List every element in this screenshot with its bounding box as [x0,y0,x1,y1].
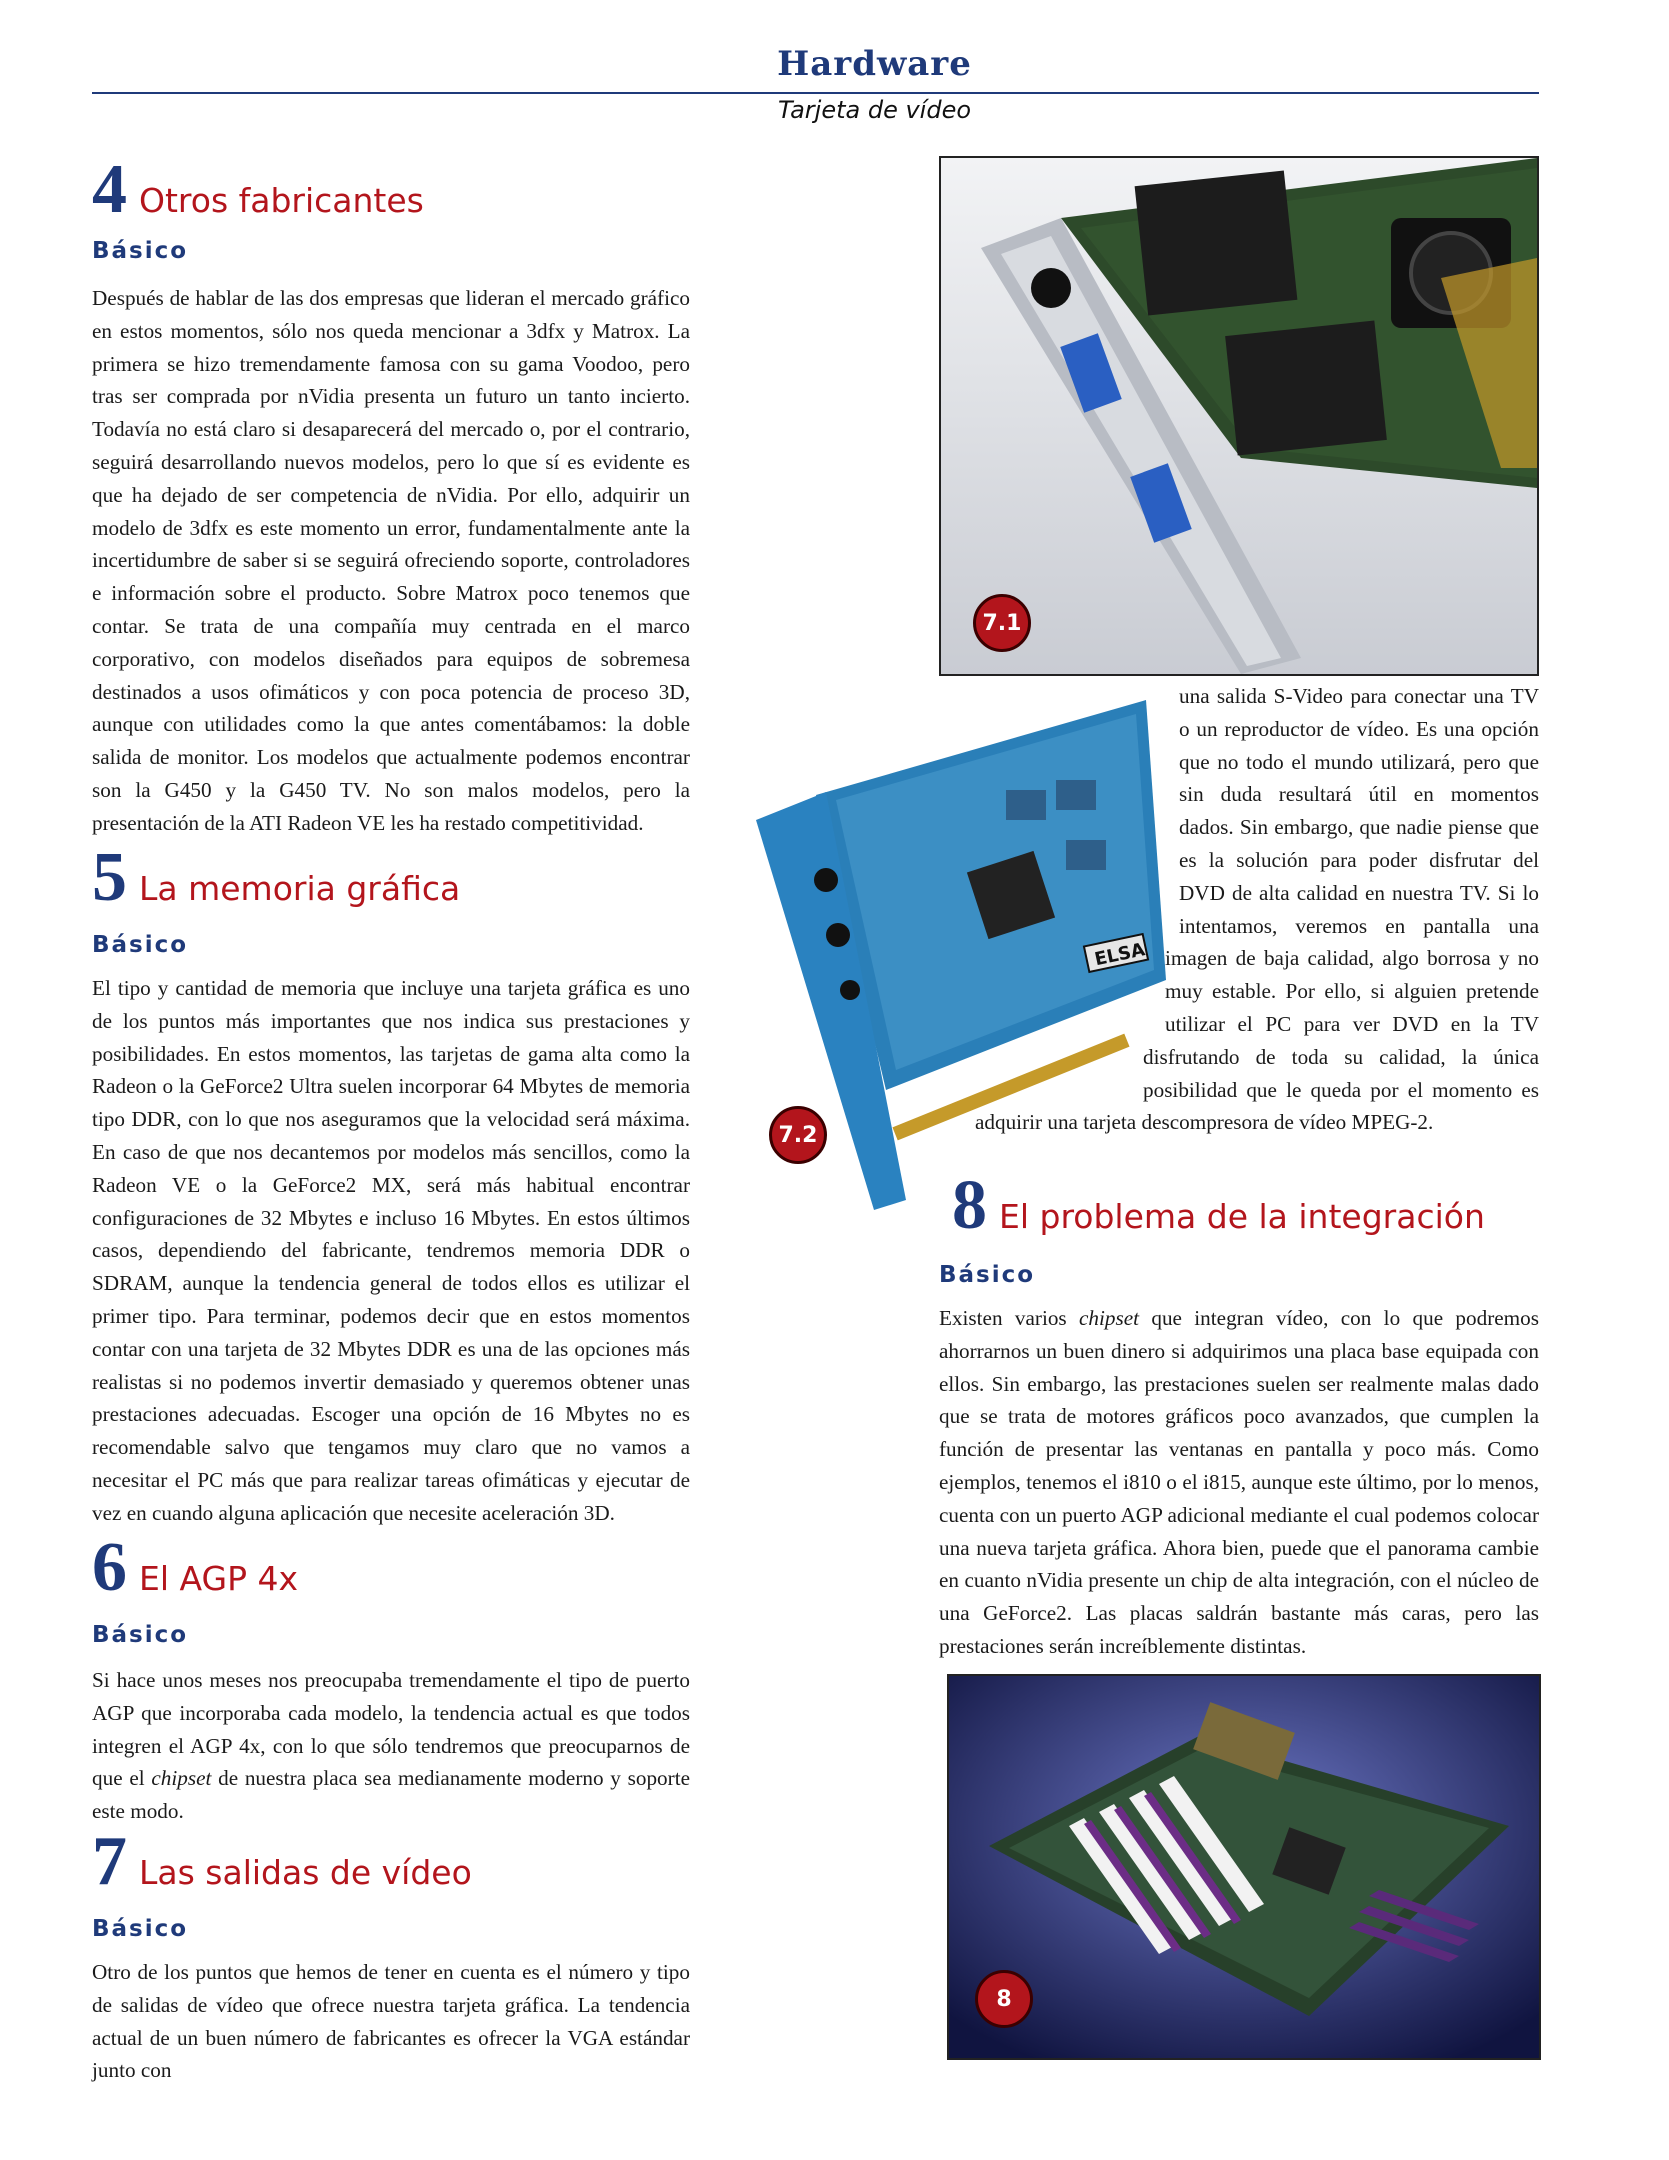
figure-7-2-chip-label: ELSA [1092,939,1147,971]
section-8-level: Básico [939,1262,1036,1288]
wrap-spacer-4 [939,1076,975,1142]
figure-7-2-label: 7.2 [769,1106,827,1164]
section-8-heading [952,1166,1485,1246]
header-divider [92,92,1539,94]
figure-7-1-photo [939,156,1539,676]
section-5-body: El tipo y cantidad de memoria que incluye una tarjeta gráfica es uno de los puntos más importantes que nos indica sus prestaciones y posibilidades. En estos momentos, las tarjetas de gama alta como la Radeon o la GeForce2 Ultra suelen incorporar 64 Mbytes de memoria tipo DDR, con lo que nos aseguramos que la velocidad será máxima. En caso de que nos decantemos por modelos más sencillos, como la Radeon VE o la GeForce2 MX, será más habitual encontrar configuraciones de 32 Mbytes e incluso 16 Mbytes. En estos últimos casos, dependiendo del fabricante, tendremos memoria DDR o SDRAM, aunque la tendencia general de todos ellos es utilizar el primer tipo. Para terminar, podemos decir que en estos momentos contar con una tarjeta de 32 Mbytes DDR es una de las opciones más realistas si no podemos invertir demasiado y queremos obtener unas prestaciones adecuadas. Escoger una opción de 16 Mbytes no es recomendable salvo que tengamos muy claro que no vamos a necesitar el PC más que para realizar tareas ofimáticas y ejecutar de vez en cuando alguna aplicación que necesite aceleración 3D. [92,976,690,1525]
motherboard-photo-icon [949,1676,1539,2058]
section-8-body-part1: Existen varios [939,1306,1080,1330]
section-7-continuation-text: una salida S-Video para conectar una TV o un reproductor de vídeo. Es una opción que no todo el mundo utilizará, pero que sin duda resultará útil en momentos dados. Sin embargo, que nadie piense que es la solución para poder disfrutar del DVD de alta calidad en nuestra TV. Si lo intentamos, veremos en pantalla una imagen de baja calidad, algo borrosa y no muy estable. Por ello, si alguien pretende utilizar el PC para ver DVD en la TV disfrutando de toda su calidad, la única posibilidad que le queda por el momento es adquirir una tarjeta descompresora de vídeo MPEG-2. [975,684,1539,1135]
section-5-title: La memoria gráfica [139,869,461,908]
section-4-body: Después de hablar de las dos empresas que lideran el mercado gráfico en estos momentos, sólo nos queda mencionar a 3dfx y Matrox. La primera se hizo tremendamente famosa con su gama Voodoo, pero tras ser comprada por nVidia presenta un futuro un tanto incierto. Todavía no está claro si desaparecerá del mercado o, por el contrario, seguirá desarrollando nuevos modelos, pero lo que sí es evidente es que ha dejado de ser competencia de nVidia. Por ello, adquirir un modelo de 3dfx es este momento un error, fundamentalmente ante la incertidumbre de saber si se seguirá ofreciendo soporte, controladores e información sobre el producto. Sobre Matrox poco tenemos que contar. Se trata de una compañía muy centrada en el marco corporativo, con modelos diseñados para equipos de sobremesa destinados a usos ofimáticos y con poca potencia de proceso 3D, aunque con utilidades como la que antes comentábamos: la doble salida de monitor. Los modelos que actualmente podemos encontrar son la G450 y la G450 TV. No son malos modelos, pero la presentación de la ATI Radeon VE les ha restado competitividad. [92,286,690,835]
section-5-heading [92,838,460,918]
section-6-body-part2: de nuestra placa sea medianamente moderno y soporte este modo. [92,1766,690,1824]
section-8-body-part2: que integran vídeo, con lo que podremos ahorrarnos un buen dinero si adquirimos una placa base equipada con ellos. Sin embargo, las prestaciones suelen ser realmente malas dado que se trata de motores gráficos poco avanzados, que cumplen la función de presentar las ventanas en pantalla y poco más. Como ejemplos, tenemos el i810 o el i815, aunque este último, por lo menos, cuenta con un puerto AGP adicional mediante el cual podemos colocar una nueva tarjeta gráfica. Ahora bien, puede que el panorama cambie en cuanto nVidia presente un chip de alta integración, con el núcleo de una GeForce2. Las placas saldrán bastante más caras, pero las prestaciones serán increíblemente distintas. [939,1306,1539,1658]
section-6-level: Básico [92,1622,189,1648]
running-header-title: Hardware [777,44,972,84]
graphics-card-photo-icon [941,158,1537,674]
wrap-spacer-1 [939,680,1179,942]
figure-7-1-label: 7.1 [973,594,1031,652]
section-6-number: 6 [92,1529,127,1606]
section-7-continuation [939,680,1539,1142]
section-4-number: 4 [92,151,127,228]
wrap-spacer-3 [939,1010,1143,1076]
section-7-level: Básico [92,1916,189,1942]
section-8-number: 8 [952,1167,987,1244]
section-6-body-chipset: chipset [151,1766,212,1791]
section-7-body: Otro de los puntos que hemos de tener en cuenta es el número y tipo de salidas de vídeo que ofrece nuestra tarjeta gráfica. La tendencia actual de un buen número de fabricantes es ofrecer la VGA estándar junto con [92,1960,690,2083]
section-6-body [92,1664,690,1828]
running-header-subtitle: Tarjeta de vídeo [777,96,972,124]
section-6-title: El AGP 4x [139,1559,298,1598]
section-7-number: 7 [92,1823,127,1900]
section-6-body-part1: Si hace unos meses nos preocupaba tremendamente el tipo de puerto AGP que incorporaba cada modelo, la tendencia actual es que todos integren el AGP 4x, con lo que sólo tendremos que preocuparnos de que el [92,1668,690,1791]
section-8-title: El problema de la integración [999,1197,1485,1236]
wrap-spacer-2 [939,942,1165,1010]
section-8-body [939,1302,1539,1663]
section-7-heading [92,1822,472,1902]
section-4-title: Otros fabricantes [139,181,424,220]
section-5-level: Básico [92,932,189,958]
section-7-title: Las salidas de vídeo [139,1853,472,1892]
section-5-number: 5 [92,839,127,916]
section-4-heading [92,150,424,230]
section-6-heading [92,1528,298,1608]
figure-8-label: 8 [975,1970,1033,2028]
section-8-body-chipset: chipset [1079,1306,1140,1330]
figure-8-photo [947,1674,1541,2060]
section-4-level: Básico [92,238,189,264]
